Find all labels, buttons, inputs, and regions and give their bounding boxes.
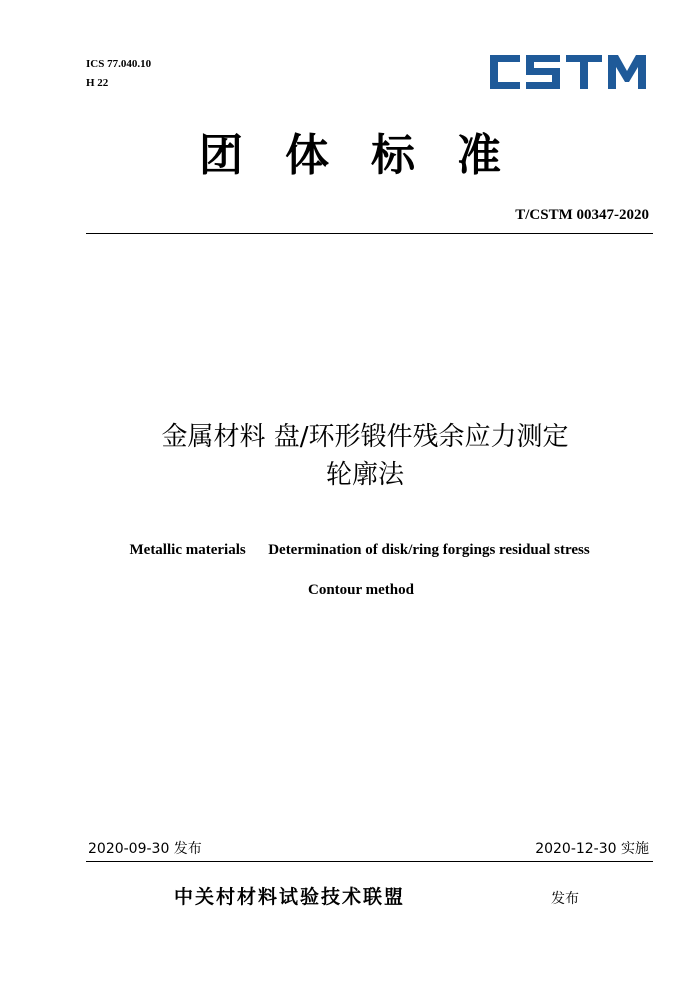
cstm-logo	[486, 49, 648, 99]
ics-code: ICS 77.040.10	[86, 58, 152, 70]
english-title-line1: Metallic materials Determination of disk/ring forgings residual stress	[129, 542, 590, 558]
english-title-line2: Contour method	[308, 582, 414, 598]
chinese-title-line1: 金属材料 盘/环形锻件残余应力测定	[161, 422, 569, 452]
publisher-name: 中关村材料试验技术联盟	[174, 886, 406, 908]
release-date: 2020-09-30 发布	[88, 841, 202, 857]
cstm-logo-mark	[486, 49, 648, 95]
publish-label: 发布	[551, 891, 579, 907]
standard-type-heading: 团体标准	[199, 130, 543, 181]
ccs-code: H 22	[86, 77, 109, 89]
chinese-title-line2: 轮廓法	[325, 460, 404, 490]
header-divider	[86, 233, 653, 234]
footer-divider	[86, 861, 653, 862]
english-title	[122, 520, 590, 620]
classification-codes	[86, 55, 151, 93]
standard-number: T/CSTM 00347-2020	[515, 207, 649, 223]
implementation-date: 2020-12-30 实施	[535, 841, 649, 857]
chinese-title	[0, 418, 700, 494]
